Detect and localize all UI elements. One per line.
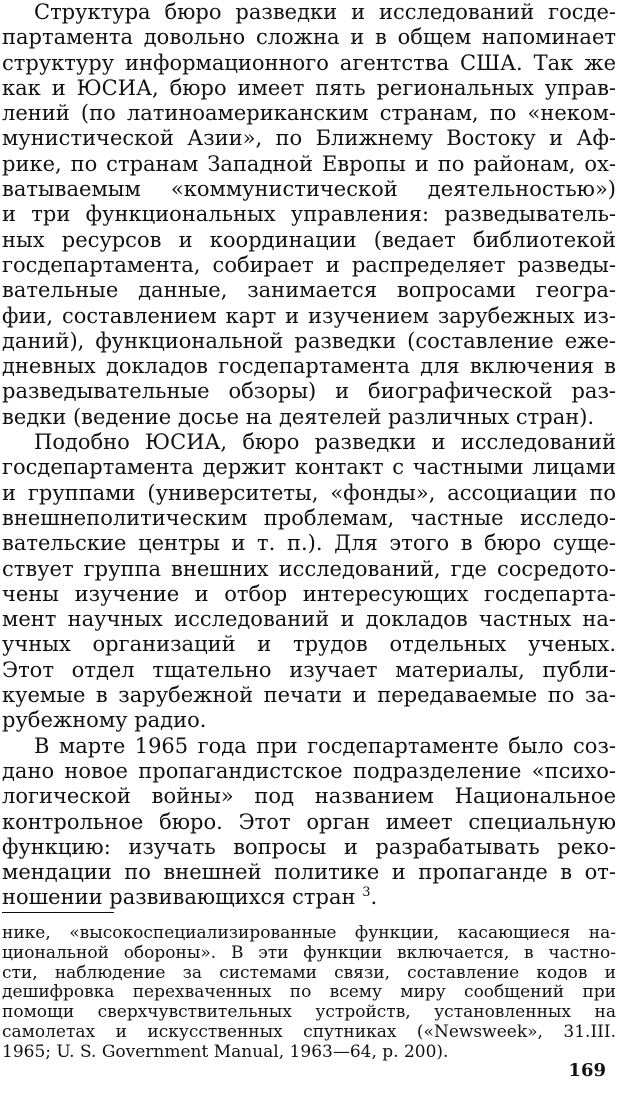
text-line: В марте 1965 года при госдепартаменте было соз- <box>34 733 616 758</box>
text-line: логической войны» под названием Национальное <box>2 784 616 809</box>
text-line: Подобно ЮСИА, бюро разведки и исследований <box>34 430 616 455</box>
text-line: вательные данные, занимается вопросами геогра- <box>2 278 616 303</box>
main-text <box>2 0 616 911</box>
text-line: мендации по внешней политике и пропаганде в от- <box>2 860 616 885</box>
footnote-reference: 3 <box>362 885 371 901</box>
text-line: дневных докладов госдепартамента для включения в <box>2 354 616 379</box>
text-line: партамента довольно сложна и в общем напоминает <box>2 25 616 50</box>
text-line: структуру информационного агентства США. Так же <box>2 50 616 75</box>
text-line: рубежному радио. <box>2 708 207 733</box>
page-number: 169 <box>568 1060 606 1081</box>
text-line: ных ресурсов и координации (ведает библиотекой <box>2 227 616 252</box>
text-line: госдепартамента, собирает и распределяет разведы- <box>2 252 616 277</box>
text-line: дано новое пропагандистское подразделение «психо- <box>2 758 616 783</box>
text-line: куемые в зарубежной печати и передаваемые по за- <box>2 683 616 708</box>
text-line: фии, составлением карт и изучением зарубежных из- <box>2 303 616 328</box>
text-line: мент научных исследований и докладов частных на- <box>2 607 616 632</box>
footnote-line: дешифровка перехваченных по всему миру сообщений при <box>2 982 616 1003</box>
text-line: внешнеполитическим проблемам, частные исследо- <box>2 505 616 530</box>
text-line: и группами (университеты, «фонды», ассоциации по <box>2 480 616 505</box>
footnote-line: сти, наблюдение за системами связи, составление кодов и <box>2 962 616 983</box>
footnote-line: самолетах и искусственных спутниках («Newsweek», 31.III. <box>2 1021 616 1042</box>
text-line: госдепартамента держит контакт с частными лицами <box>2 455 616 480</box>
text-line: и три функциональных управления: разведыватель- <box>2 202 616 227</box>
text-line: контрольное бюро. Этот орган имеет специальную <box>2 809 616 834</box>
text-line: ствует группа внешних исследований, где сосредото- <box>2 556 616 581</box>
text-line: ношении развивающихся стран $^3$. <box>2 885 378 910</box>
footnote-line: нике, «высокоспециализированные функции, касающиеся на- <box>2 923 616 943</box>
footnote <box>2 924 616 1063</box>
footnote-line: помощи сверхчувствительных устройств, установленных на <box>2 1002 616 1023</box>
paragraph-2 <box>2 430 616 734</box>
text-line: функцию: изучать вопросы и разрабатывать реко- <box>2 834 616 859</box>
text-line: чены изучение и отбор интересующих госдепарта- <box>2 581 616 606</box>
text-line: лений (по латиноамериканским странам, по «неком- <box>2 101 616 126</box>
text-line-content: ношении развивающихся стран <box>2 885 356 910</box>
text-line: ватываемым «коммунистической деятельностью») <box>2 177 616 202</box>
text-line: ведки (ведение досье на деятелей различных стран). <box>2 404 595 429</box>
text-line: как и ЮСИА, бюро имеет пять региональных управ- <box>2 75 616 100</box>
text-line: рике, по странам Западной Европы и по районам, ох- <box>2 151 616 176</box>
paragraph-3 <box>2 734 616 911</box>
text-line: разведывательные обзоры) и биографической раз- <box>2 379 616 404</box>
text-line: учных организаций и трудов отдельных ученых. <box>2 632 616 657</box>
text-line: Этот отдел тщательно изучает материалы, публи- <box>2 657 616 682</box>
text-line: вательские центры и т. п.). Для этого в бюро суще- <box>2 531 616 556</box>
text-line: даний), функциональной разведки (составление еже- <box>2 328 616 353</box>
paragraph-1 <box>2 0 616 430</box>
text-line: мунистической Азии», по Ближнему Востоку и Аф- <box>2 126 616 151</box>
footnote-divider <box>2 912 114 913</box>
text-line: Структура бюро разведки и исследований госде- <box>34 0 616 24</box>
footnote-line: циональной обороны». В эти функции включается, в частно- <box>2 942 616 963</box>
footnote-line: 1965; U. S. Government Manual, 1963—64, p. 200). <box>2 1041 449 1062</box>
